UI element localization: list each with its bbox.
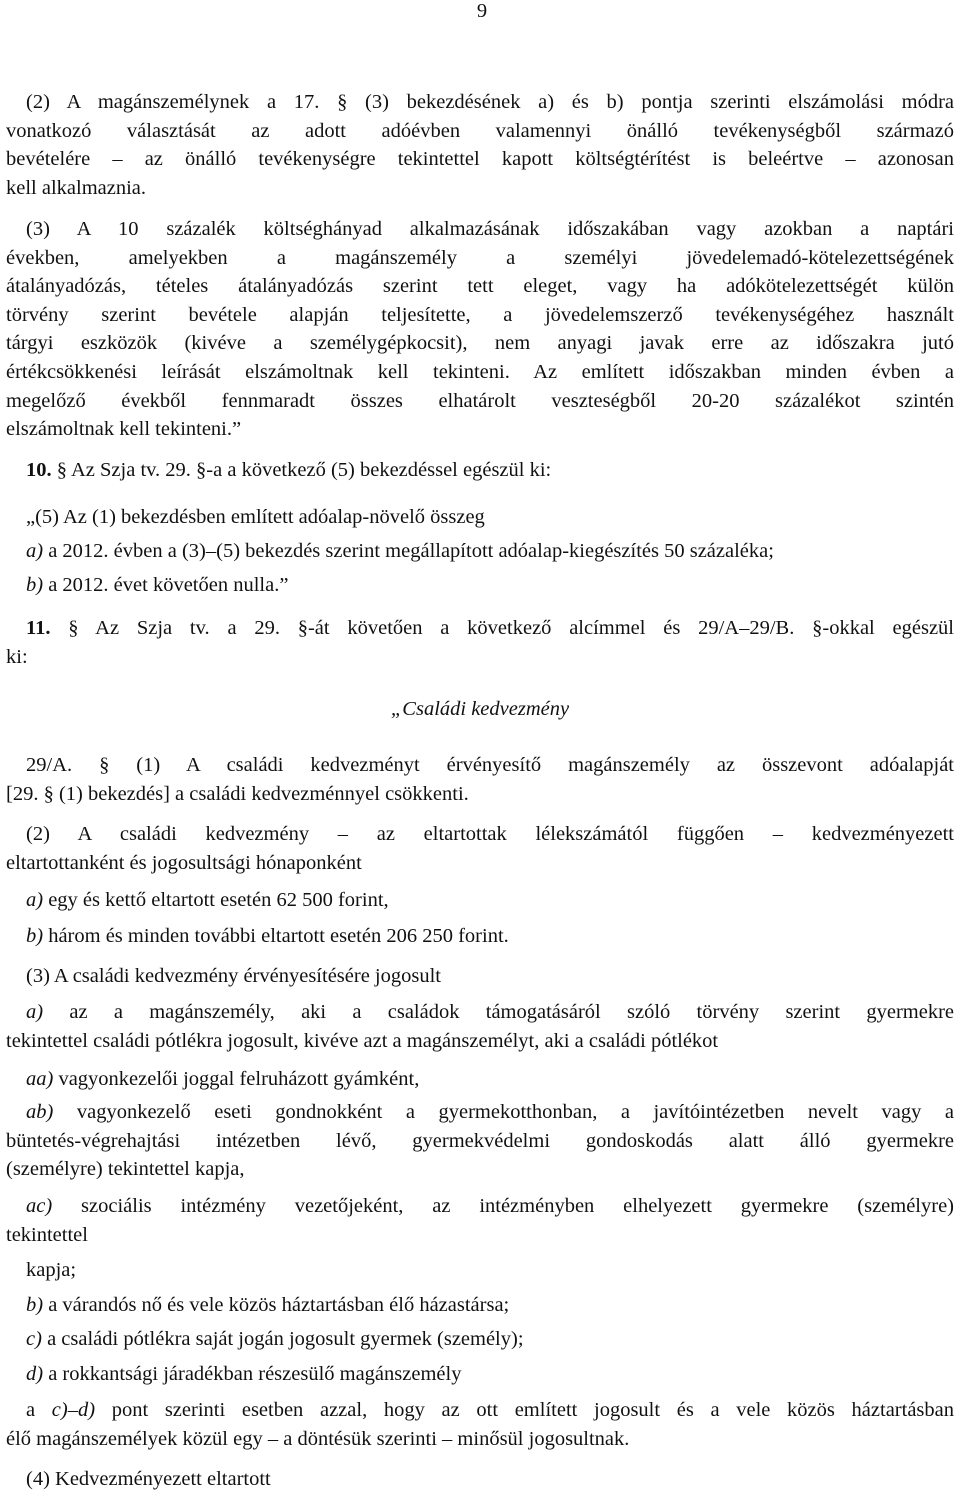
quote-5-intro: „(5) Az (1) bekezdésben említett adóalap-növelő összeg (26, 506, 485, 528)
para-2-line-3: bevételére – az önálló tevékenységre tekintettel kapott költségtérítést is beleértve – azonosan (6, 148, 954, 171)
s29a-3-d-label: d) (26, 1363, 44, 1385)
s29a-3-a-line-2: tekintettel családi pótlékra jogosult, kivéve azt a magánszemélyt, aki a családi pótlékot (6, 1029, 719, 1052)
quote-5-a-label: a) (26, 540, 44, 562)
para-3-line-4: törvény szerint bevétele alapján teljesítette, a jövedelemszerző tevékenységéhez használt (6, 303, 954, 326)
item-10-text: § Az Szja tv. 29. §-a a következő (5) bekezdéssel egészül ki: (56, 459, 552, 481)
s29a-3-a-label: a) (26, 1001, 44, 1023)
item-10-number: 10. (26, 459, 52, 481)
s29a-3-aa-text: vagyonkezelői joggal felruházott gyámként, (58, 1068, 420, 1090)
s29a-3-a-text: az a magánszemély, aki a családok támogatásáról szóló törvény szerint gyermekre (69, 1001, 954, 1023)
s29a-3-intro: (3) A családi kedvezmény érvényesítésére jogosult (26, 965, 441, 987)
s29a-3-ac-line-3: kapja; (26, 1259, 77, 1281)
section-title: „Családi kedvezmény (390, 698, 570, 720)
s29a-3-ab (6, 1098, 954, 1184)
para-2-line-4: kell alkalmaznia. (6, 176, 147, 199)
s29a-3-ac-line-1 (6, 1192, 954, 1221)
s29a-3-aa-label: aa) (26, 1068, 54, 1090)
s29a-2-b-text: három és minden további eltartott esetén 206 250 forint. (48, 925, 509, 947)
para-3-line-3: átalányadózás, tételes átalányadózás szerint tett eleget, vagy ha adókötelezettségét külön (6, 275, 954, 298)
s29a-2-line-2: eltartottanként és jogosultsági hónaponként (6, 851, 362, 874)
s29a-1-line-2: [29. § (1) bekezdés] a családi kedvezménnyel csökkenti. (6, 782, 469, 805)
quote-5-b-label: b) (26, 574, 44, 596)
s29a-3-c-text: a családi pótlékra saját jogán jogosult gyermek (személy); (47, 1328, 524, 1350)
s29a-3-aa (26, 1065, 954, 1093)
item-11-line-1 (6, 614, 954, 643)
para-3-line-7: megelőző évekből fennmaradt összes elhatárolt veszteségből 20-20 százalékot szintén (6, 389, 954, 412)
s29a-3-tail-text: pont szerinti esetben azzal, hogy az ott említett jogosult és a vele közös háztartásban (111, 1399, 954, 1421)
s29a-4-intro: (4) Kedvezményezett eltartott (26, 1468, 271, 1490)
s29a-para-2 (6, 820, 954, 877)
s29a-3-b-text: a várandós nő és vele közös háztartásban élő házastársa; (48, 1294, 510, 1316)
s29a-3-d-text: a rokkantsági járadékban részesülő magánszemély (48, 1363, 462, 1385)
s29a-3-tail-line-1 (6, 1396, 954, 1425)
s29a-3-tail-label: c)–d) (51, 1399, 96, 1421)
s29a-2-a-text: egy és kettő eltartott esetén 62 500 forint, (48, 889, 389, 911)
s29a-3-ab-line-3: (személyre) tekintettel kapja, (6, 1158, 245, 1181)
s29a-2-a (26, 886, 954, 914)
item-11-line-2: ki: (6, 645, 28, 668)
quote-5-b (26, 571, 954, 599)
paragraph-2 (6, 88, 954, 202)
para-3-line-1: (3) A 10 százalék költséghányad alkalmazásának időszakában vagy azokban a naptári (26, 218, 954, 240)
para-3-line-2: években, amelyekben a magánszemély a személyi jövedelemadó-kötelezettségének (6, 246, 954, 269)
paragraph-3 (6, 215, 954, 444)
s29a-3-ab-line-1 (6, 1098, 954, 1127)
item-11 (6, 614, 954, 671)
item-11-text: § Az Szja tv. a 29. §-át követően a következő alcímmel és 29/A–29/B. §-okkal egészül (68, 617, 954, 639)
s29a-3-ac-label: ac) (26, 1195, 53, 1217)
s29a-2-a-label: a) (26, 889, 44, 911)
quote-5-a (26, 537, 954, 565)
quote-5-a-text: a 2012. évben a (3)–(5) bekezdés szerint megállapított adóalap-kiegészítés 50 százaléka; (48, 540, 774, 562)
s29a-3-c-label: c) (26, 1328, 42, 1350)
s29a-3-tail-pre: a (26, 1399, 36, 1421)
s29a-3-ab-text: vagyonkezelő eseti gondnokként a gyermekotthonban, a javítóintézetben nevelt vagy a (76, 1101, 954, 1123)
s29a-3-ab-line-2: büntetés-végrehajtási intézetben lévő, gyermekvédelmi gondoskodás alatt álló gyermekre (6, 1129, 954, 1152)
s29a-3-a-line-1 (6, 998, 954, 1027)
s29a-3-a (6, 998, 954, 1055)
s29a-3-ab-label: ab) (26, 1101, 54, 1123)
para-3-line-6: értékcsökkenési leírását elszámoltnak kell tekinteni. Az említett időszakban minden évben a (6, 360, 954, 383)
s29a-3-b-label: b) (26, 1294, 44, 1316)
para-3-line-5: tárgyi eszközök (kivéve a személygépkocsit), nem anyagi javak erre az időszakra jutó (6, 332, 954, 355)
s29a-2-b (26, 922, 954, 950)
s29a-para-1 (6, 751, 954, 808)
s29a-3-c (26, 1325, 954, 1353)
item-10 (26, 456, 954, 484)
page-number: 9 (476, 0, 488, 22)
s29a-3-ac (6, 1192, 954, 1249)
s29a-3-tail (6, 1396, 954, 1453)
para-3-line-8: elszámoltnak kell tekinteni.” (6, 418, 242, 441)
para-2-line-2: vonatkozó választását az adott adóévben valamennyi önálló tevékenységből származó (6, 119, 954, 142)
para-2-line (6, 88, 954, 117)
s29a-3-ac-text: szociális intézmény vezetőjeként, az intézményben elhelyezett gyermekre (személyre) (81, 1195, 955, 1217)
s29a-3-ac-line-2: tekintettel (6, 1223, 88, 1246)
s29a-2-line-1: (2) A családi kedvezmény – az eltartottak lélekszámától függően – kedvezményezett (26, 823, 954, 845)
item-11-number: 11. (26, 617, 51, 639)
s29a-3-d (26, 1360, 954, 1388)
s29a-2-b-label: b) (26, 925, 44, 947)
quote-5-b-text: a 2012. évet követően nulla.” (48, 574, 289, 596)
s29a-1-line-1: 29/A. § (1) A családi kedvezményt érvényesítő magánszemély az összevont adóalapját (26, 754, 954, 776)
para-2-line-1: (2) A magánszemélynek a 17. § (3) bekezdésének a) és b) pontja szerinti elszámolási módra (26, 91, 954, 113)
s29a-3-tail-line-2: élő magánszemélyek közül egy – a döntésük szerinti – minősül jogosultnak. (6, 1427, 630, 1450)
s29a-3-b (26, 1291, 954, 1319)
